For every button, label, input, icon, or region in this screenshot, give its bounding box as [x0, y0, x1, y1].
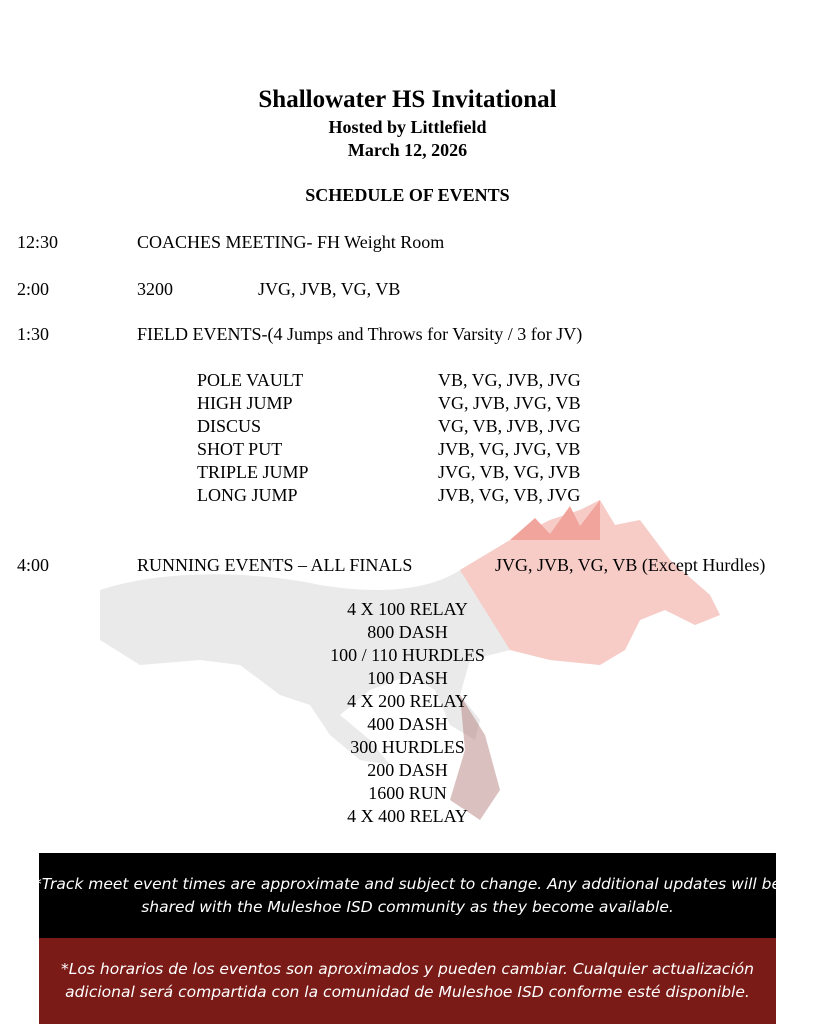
running-event: 100 / 110 HURDLES: [330, 645, 485, 665]
english-notice: [33, 853, 782, 938]
running-event: 4 X 200 RELAY: [347, 691, 468, 711]
running-event: 300 HURDLES: [350, 737, 465, 757]
running-time: 4:00: [17, 555, 50, 575]
field-event-order: JVB, VG, VB, JVG: [438, 485, 581, 505]
field-event-name: DISCUS: [197, 416, 262, 436]
run3200-event: 3200: [137, 279, 173, 299]
field-event-order: JVB, VG, JVG, VB: [438, 439, 581, 459]
running-label: RUNNING EVENTS – ALL FINALS: [137, 555, 413, 575]
spanish-notice-line: *Los horarios de los eventos son aproximados y pueden cambiar. Cualquier actualización: [61, 960, 754, 978]
run3200-time: 2:00: [17, 279, 50, 299]
running-event: 200 DASH: [367, 760, 448, 780]
field-event-name: HIGH JUMP: [197, 393, 293, 413]
field-event-order: VB, VG, JVB, JVG: [438, 370, 581, 390]
meet-date: March 12, 2026: [347, 140, 468, 160]
field-event-order: VG, JVB, JVG, VB: [438, 393, 581, 413]
field-event-name: LONG JUMP: [197, 485, 298, 505]
run3200-divisions: JVG, JVB, VG, VB: [258, 279, 401, 299]
running-event: 100 DASH: [367, 668, 448, 688]
english-notice-line: *Track meet event times are approximate and subject to change. Any additional updates will be: [33, 874, 782, 893]
running-event: 4 X 400 RELAY: [347, 806, 468, 826]
running-event: 4 X 100 RELAY: [347, 599, 468, 619]
field-event-order: VG, VB, JVB, JVG: [438, 416, 581, 436]
running-event: 800 DASH: [367, 622, 448, 642]
spanish-notice: [39, 938, 776, 1024]
schedule-heading: SCHEDULE OF EVENTS: [305, 185, 510, 205]
coaches-label: COACHES MEETING- FH Weight Room: [137, 232, 445, 252]
coaches-time: 12:30: [17, 232, 59, 252]
field-label: FIELD EVENTS-(4 Jumps and Throws for Varsity / 3 for JV): [137, 324, 583, 344]
running-event: 400 DASH: [367, 714, 448, 734]
field-time: 1:30: [17, 324, 50, 344]
running-event: 1600 RUN: [368, 783, 447, 803]
field-event-name: TRIPLE JUMP: [197, 462, 309, 482]
field-event-name: POLE VAULT: [197, 370, 304, 390]
english-notice-line: shared with the Muleshoe ISD community as they become available.: [141, 897, 674, 916]
host-subtitle: Hosted by Littlefield: [328, 117, 487, 137]
field-event-order: JVG, VB, VG, JVB: [438, 462, 581, 482]
field-event-name: SHOT PUT: [197, 439, 283, 459]
running-divisions: JVG, JVB, VG, VB (Except Hurdles): [495, 555, 766, 575]
spanish-notice-line: adicional será compartida con la comunidad de Muleshoe ISD conforme esté disponible.: [65, 983, 750, 1001]
page-title: Shallowater HS Invitational: [258, 86, 557, 113]
